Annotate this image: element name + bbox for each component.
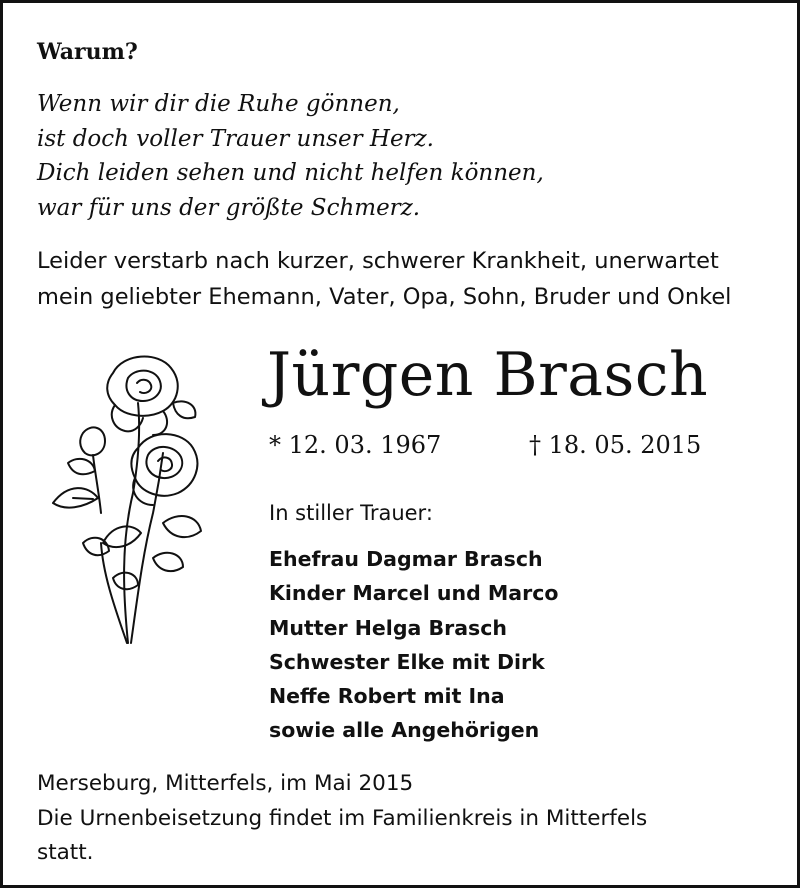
footer-line: Die Urnenbeisetzung findet im Familienkreis in Mitterfels xyxy=(37,805,648,831)
poem-line: Wenn wir dir die Ruhe gönnen, xyxy=(37,91,400,117)
mourning-label: In stiller Trauer: xyxy=(269,501,433,525)
intro-line: mein geliebter Ehemann, Vater, Opa, Sohn, Bruder und Onkel xyxy=(37,284,732,310)
intro-line: Leider verstarb nach kurzer, schwerer Krankheit, unerwartet xyxy=(37,248,719,274)
poem-line: war für uns der größte Schmerz. xyxy=(37,195,421,222)
footer-text xyxy=(37,767,647,871)
mourner-entry: Kinder Marcel und Marco xyxy=(269,581,559,606)
deceased-name: Jürgen Brasch xyxy=(267,340,709,410)
mourner-entry: Mutter Helga Brasch xyxy=(269,615,507,640)
intro-text xyxy=(37,243,731,315)
poem-heading: Warum? xyxy=(37,39,138,65)
birth-date: * 12. 03. 1967 xyxy=(269,431,442,459)
death-date: † 18. 05. 2015 xyxy=(529,431,702,459)
poem xyxy=(37,87,544,226)
mourner-entry: sowie alle Angehörigen xyxy=(269,718,540,743)
mourner-entry: Ehefrau Dagmar Brasch xyxy=(269,547,543,571)
mourners-list xyxy=(269,542,558,748)
rose-illustration xyxy=(43,343,223,703)
poem-line: Dich leiden sehen und nicht helfen können, xyxy=(37,160,544,187)
mourner-entry: Schwester Elke mit Dirk xyxy=(269,649,545,674)
mourner-entry: Neffe Robert mit Ina xyxy=(269,684,505,709)
footer-line: statt. xyxy=(37,840,94,865)
footer-line: Merseburg, Mitterfels, im Mai 2015 xyxy=(37,771,414,796)
poem-line: ist doch voller Trauer unser Herz. xyxy=(37,125,434,152)
